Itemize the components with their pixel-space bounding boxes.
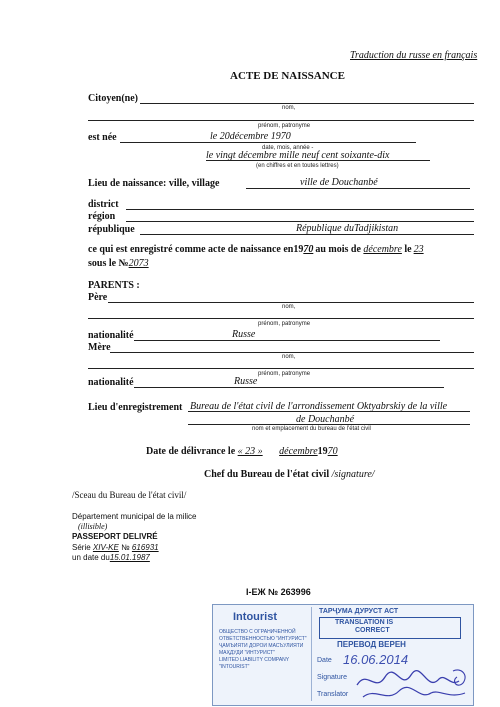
issue-row: [146, 446, 338, 457]
mother-sub-prenom: prénom, patronyme: [258, 371, 311, 377]
chief-row: [204, 469, 375, 480]
place-line-1: [188, 411, 470, 412]
born-sub-words: (en chiffres et en toutes lettres): [256, 163, 339, 169]
mother-label: Mère: [88, 342, 111, 353]
born-label: est née: [88, 132, 117, 143]
republic-line: [140, 234, 474, 235]
father-nationality-line: [134, 340, 440, 341]
stamp-date-value: 16.06.2014: [343, 652, 409, 667]
district-line: [126, 209, 474, 210]
mother-nationality-line: [134, 387, 444, 388]
birthplace-value: ville de Douchanbé: [300, 177, 378, 188]
stamp-left-line-2: ҶАМЪИЯТИ ДОРОИ МАСЪУЛИЯТИ: [219, 643, 304, 649]
born-sub-date: date, mois, année -: [262, 145, 314, 151]
passport-date-row: [72, 553, 150, 562]
stamp-left-line-3: МАҲДУДИ "ИНТУРИСТ": [219, 650, 276, 656]
parents-heading: PARENTS :: [88, 280, 140, 291]
registration-year: 70: [303, 244, 314, 255]
born-date: le 20décembre 1970: [210, 131, 291, 142]
passport-serie-row: [72, 543, 159, 552]
father-nationality: Russe: [232, 329, 256, 340]
citizen-sub-nom: nom,: [282, 105, 296, 111]
issue-month: décembre: [279, 446, 318, 457]
mother-prenom-line: [88, 368, 474, 369]
passport-date-label: un date du: [72, 553, 110, 562]
translation-note: Traduction du russe en français: [350, 50, 478, 61]
citizen-sub-prenom: prénom, patronyme: [258, 123, 311, 129]
chief-signature: /signature/: [331, 469, 375, 480]
stamp-correct: CORRECT: [355, 627, 390, 634]
mother-line: [110, 352, 474, 353]
stamp-company-block: [215, 607, 312, 701]
registration-number: 2073: [128, 258, 149, 269]
issue-label: Date de délivrance le: [146, 446, 236, 457]
passport-illisible: (illisible): [78, 522, 108, 531]
document-title: ACTE DE NAISSANCE: [230, 70, 345, 82]
stamp-left-line-5: "INTOURIST": [219, 664, 250, 670]
republic-value: République duTadjikistan: [296, 223, 399, 234]
registration-day: 23: [413, 244, 424, 255]
citizen-name-line: [140, 103, 474, 104]
stamp-perevod: ПЕРЕВОД ВЕРЕН: [337, 640, 406, 649]
born-words-line: [206, 160, 430, 161]
passport-date: 15.01.1987: [109, 553, 150, 562]
place-line-2: [188, 424, 470, 425]
passport-department: Département municipal de la milice: [72, 512, 197, 521]
mother-nationality: Russe: [234, 376, 258, 387]
stamp-left-line-0: ОБЩЕСТВО С ОГРАНИЧЕННОЙ: [219, 629, 296, 635]
place-value-line1: Bureau de l'état civil de l'arrondissement Oktyabrskiy de la ville: [190, 401, 448, 412]
stamp-certification-block: [313, 605, 473, 705]
father-sub-nom: nom,: [282, 304, 296, 310]
registration-month-label: au mois de: [315, 244, 361, 255]
issue-year-prefix: 19: [317, 446, 328, 457]
father-nationality-label: nationalité: [88, 330, 134, 341]
passport-serie-label: Série: [72, 543, 91, 552]
registration-month: décembre: [363, 244, 402, 255]
born-words: le vingt décembre mille neuf cent soixante-dix: [206, 150, 390, 161]
stamp-translator-label: Translator: [317, 691, 349, 698]
registration-day-prefix: le: [404, 244, 412, 255]
registration-line: [88, 244, 424, 255]
place-sub: nom et emplacement du bureau de l'état civil: [252, 426, 371, 432]
passport-number: 616931: [131, 543, 159, 552]
father-line: [108, 302, 474, 303]
stamp-left-line-1: ОТВЕТСТВЕННОСТЬЮ "ИНТУРИСТ": [219, 636, 307, 642]
stamp-left-line-4: LIMITED LIABILITY COMPANY: [219, 657, 290, 663]
born-date-line: [120, 142, 416, 143]
passport-delivered: PASSEPORT DELIVRÉ: [72, 532, 158, 541]
sous-le-label: sous le №: [88, 258, 129, 269]
passport-number-label: №: [121, 543, 130, 552]
stamp-date-label: Date: [317, 657, 332, 664]
stamp-top-right: ТАРҶУМА ДУРУСТ АСТ: [319, 608, 399, 615]
district-label: district: [88, 199, 119, 210]
stamp-brand: Intourist: [233, 611, 277, 623]
republic-label: république: [88, 224, 135, 235]
mother-sub-nom: nom,: [282, 354, 296, 360]
stamp-translation: TRANSLATION IS: [335, 619, 394, 626]
father-label: Père: [88, 292, 108, 303]
region-label: région: [88, 211, 116, 222]
region-line: [126, 221, 474, 222]
citizen-label: Citoyen(ne): [88, 93, 138, 104]
translation-stamp: [212, 604, 474, 706]
issue-year-suffix: 70: [327, 446, 338, 457]
chief-label: Chef du Bureau de l'état civil: [204, 469, 330, 480]
place-value-line2: de Douchanbé: [296, 414, 355, 425]
father-sub-prenom: prénom, patronyme: [258, 321, 311, 327]
father-prenom-line: [88, 318, 474, 319]
stamp-signature-label: Signature: [317, 674, 347, 681]
doc-number: I-ЕЖ № 263996: [246, 587, 311, 597]
sous-le-row: [88, 258, 149, 269]
birthplace-line: [246, 188, 470, 189]
place-label: Lieu d'enregistrement: [88, 402, 183, 413]
registration-prefix: ce qui est enregistré comme acte de naissance en19: [88, 244, 304, 255]
handwritten-signature-mark: [353, 663, 473, 705]
citizen-prenom-line: [88, 120, 474, 121]
birthplace-label: Lieu de naissance: ville, village: [88, 178, 220, 189]
seal-text: /Sceau du Bureau de l'état civil/: [72, 490, 187, 500]
issue-day: « 23 »: [237, 446, 263, 457]
passport-serie: XIV-KE: [92, 543, 119, 552]
mother-nationality-label: nationalité: [88, 377, 134, 388]
